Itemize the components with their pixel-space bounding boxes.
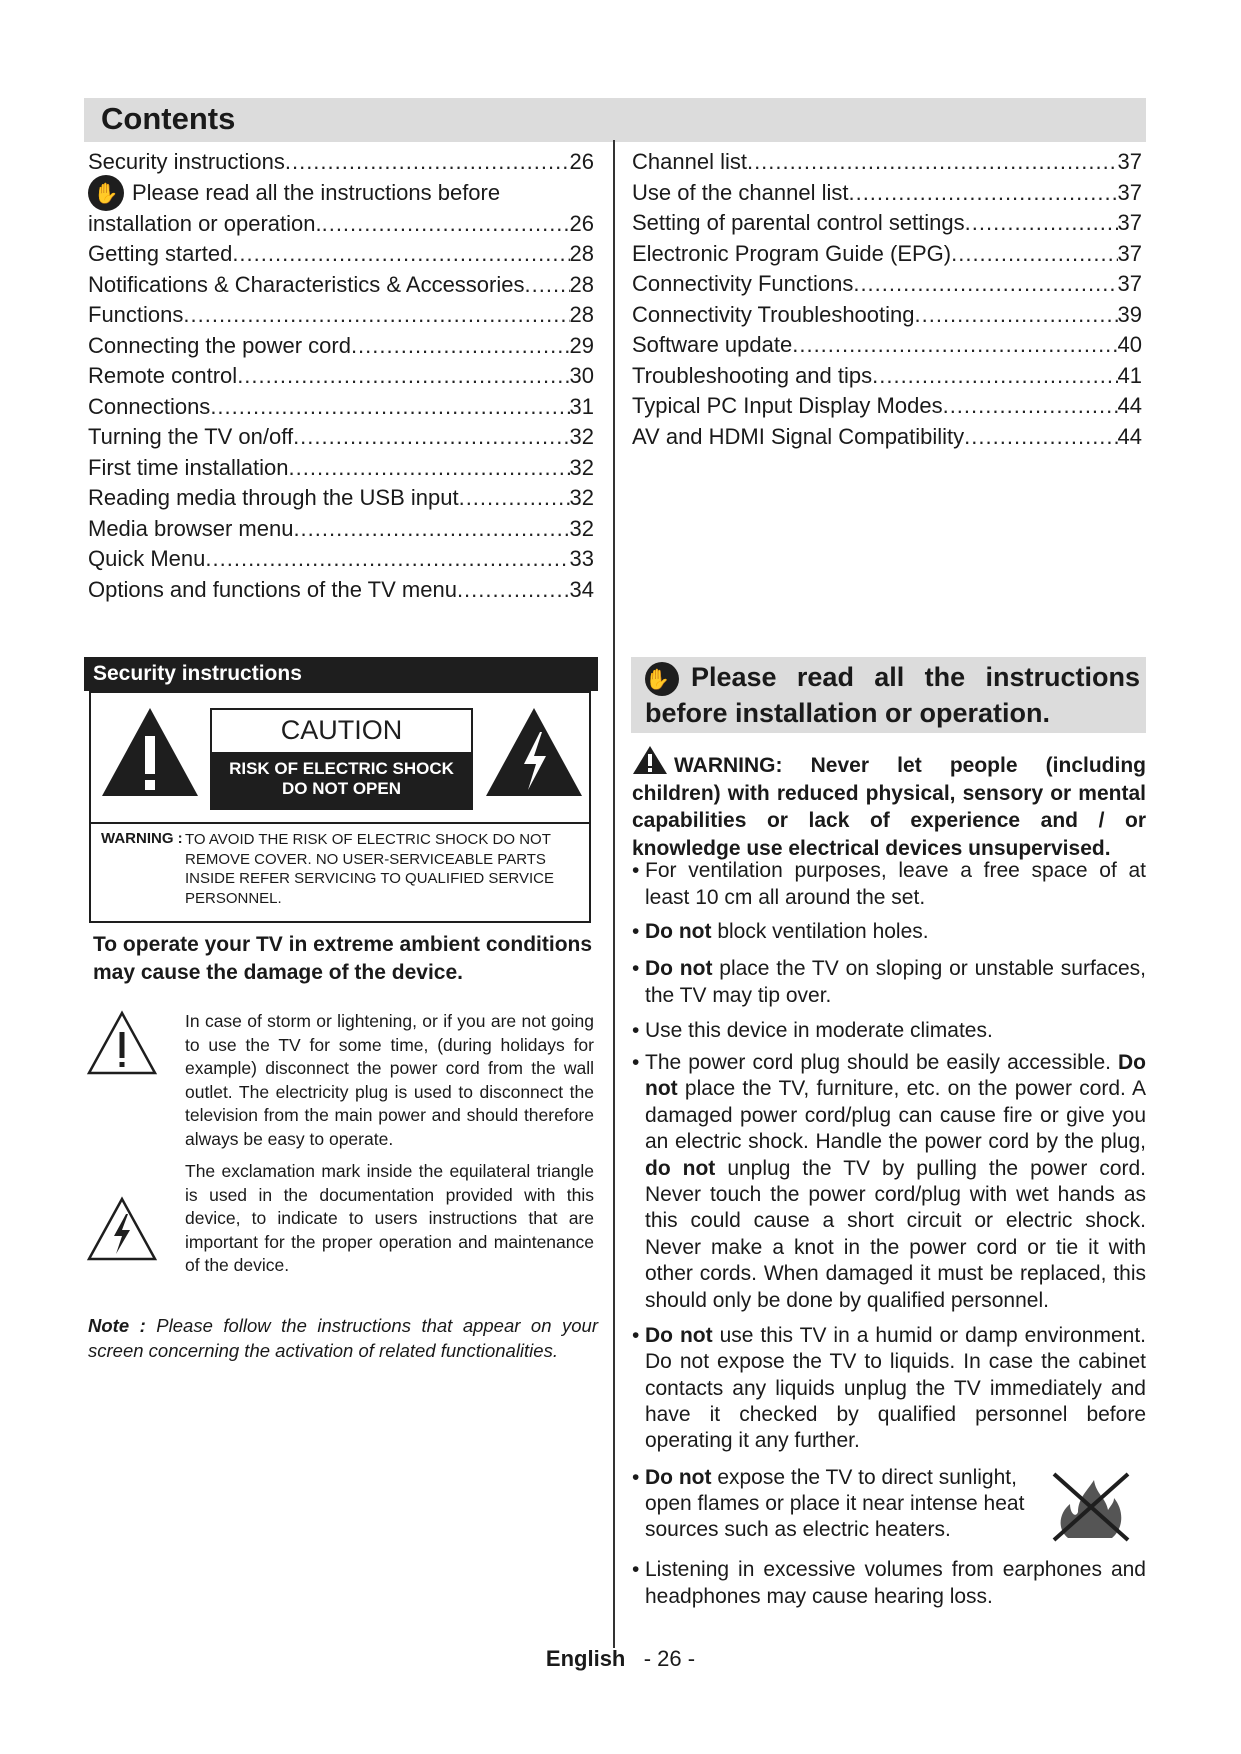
page-footer bbox=[0, 1646, 1241, 1672]
page-number: - 26 - bbox=[643, 1646, 696, 1671]
toc-entry[interactable]: Connectivity Functions ..... 37 bbox=[632, 269, 1142, 300]
exclamation-outline-icon bbox=[86, 1010, 158, 1076]
toc-entry[interactable]: Software update ..... 40 bbox=[632, 330, 1142, 361]
bullet-humid-environment: • Do not use this TV in a humid or damp environment. Do not expose the TV to liquids. In case the cabinet contacts any liquids unplug the TV immediately and have it checked by qualified personnel before operating it any further. bbox=[632, 1324, 1147, 1453]
bullet-power-cord: • The power cord plug should be easily accessible. Do not place the TV, furniture, etc. on the power cord. A damaged power cord/plug can cause fire or give you an electric shock. Handle the power cord by the plug, do not unplug the TV by pulling the power cord. Never touch the power cord/plug with wet hands as this could cause a short circuit or electric shock. Never make a knot in the power cord or tie it with other cords. When damaged it must be replaced, this should only be done by qualified personnel. bbox=[632, 1051, 1146, 1312]
toc-entry[interactable]: Channel list ..... 37 bbox=[632, 147, 1142, 178]
caution-label: CAUTION bbox=[280, 715, 403, 745]
stop-hand-icon: ✋ bbox=[88, 175, 124, 211]
storm-paragraph: In case of storm or lightening, or if you are not going to use the TV for some time, (during holidays for example) disconnect the power cord from the wall outlet. The electricity plug is used to disconnect the television from the main power and should therefore always be easy to operate. bbox=[185, 1011, 594, 1149]
bullet-sloping-surfaces: • Do not place the TV on sloping or unstable surfaces, the TV may tip over. bbox=[632, 957, 1147, 1007]
toc-entry[interactable]: installation or operation. ..... 26 bbox=[88, 209, 594, 240]
toc-entry[interactable]: First time installation ..... 32 bbox=[88, 453, 594, 484]
bullet-moderate-climates: • Use this device in moderate climates. bbox=[632, 1019, 993, 1042]
caution-risk-text: RISK OF ELECTRIC SHOCK DO NOT OPEN bbox=[229, 759, 454, 798]
warning-text: TO AVOID THE RISK OF ELECTRIC SHOCK DO NOT REMOVE COVER. NO USER-SERVICEABLE PARTS INSIDE REFER SERVICING TO QUALIFIED SERVICE PERSONNEL. bbox=[185, 831, 554, 907]
toc-entry[interactable]: Security instructions ..... 26 bbox=[88, 147, 594, 178]
contents-header-bar bbox=[84, 98, 1146, 142]
electric-shock-icon bbox=[484, 706, 584, 798]
toc-entry[interactable]: Setting of parental control settings ..... 37 bbox=[632, 208, 1142, 239]
no-fire-icon bbox=[1048, 1468, 1134, 1544]
column-divider bbox=[613, 140, 615, 1648]
exclamation-warning-icon bbox=[100, 706, 200, 798]
toc-entry[interactable]: Troubleshooting and tips ..... 41 bbox=[632, 361, 1142, 392]
stop-hand-icon: ✋ bbox=[645, 662, 679, 696]
bullet-hearing-loss: • Listening in excessive volumes from earphones and headphones may cause hearing loss. bbox=[632, 1558, 1146, 1608]
unsupervised-warning: WARNING: Never let people (including children) with reduced physical, sensory or mental capabilities or lack of experience and / or knowledge use electrical devices unsupervised. bbox=[632, 745, 1146, 862]
toc-right-column bbox=[632, 147, 1142, 452]
toc-entry[interactable]: Functions ..... 28 bbox=[88, 300, 594, 331]
toc-entry[interactable]: Connections ..... 31 bbox=[88, 392, 594, 423]
bullet-ventilation-space: • For ventilation purposes, leave a free space of at least 10 cm all around the set. bbox=[632, 859, 1146, 909]
toc-entry[interactable]: Options and functions of the TV menu ..... 34 bbox=[88, 575, 594, 606]
security-title: Security instructions bbox=[93, 662, 302, 685]
toc-entry[interactable]: Reading media through the USB input ..... 32 bbox=[88, 483, 594, 514]
toc-entry[interactable]: Media browser menu ..... 32 bbox=[88, 514, 594, 545]
caution-divider bbox=[89, 822, 591, 824]
bullet-sunlight: • Do not expose the TV to direct sunlight, open flames or place it near intense heat sources such as electric heaters. bbox=[632, 1466, 1025, 1541]
lightning-outline-icon bbox=[86, 1196, 158, 1262]
toc-left-column bbox=[88, 147, 594, 605]
read-instructions-title: ✋ Please read all the instructions before installation or operation. bbox=[645, 662, 1140, 728]
toc-entry[interactable]: Electronic Program Guide (EPG) ..... 37 bbox=[632, 239, 1142, 270]
exclamation-paragraph: The exclamation mark inside the equilateral triangle is used in the documentation provided with this device, to indicate to users instructions that are important for the proper operation and maintenance of the device. bbox=[185, 1161, 594, 1275]
toc-entry[interactable]: Connecting the power cord ..... 29 bbox=[88, 331, 594, 362]
toc-entry[interactable]: Typical PC Input Display Modes ..... 44 bbox=[632, 391, 1142, 422]
toc-entry[interactable]: ✋ Please read all the instructions before bbox=[88, 178, 594, 209]
bullet-ventilation-holes: • Do not block ventilation holes. bbox=[632, 920, 929, 943]
toc-entry[interactable]: Remote control ..... 30 bbox=[88, 361, 594, 392]
warning-triangle-icon bbox=[632, 745, 668, 775]
warning-label: WARNING : bbox=[101, 830, 183, 847]
toc-entry[interactable]: Turning the TV on/off ..... 32 bbox=[88, 422, 594, 453]
toc-entry[interactable]: Getting started ..... 28 bbox=[88, 239, 594, 270]
toc-entry[interactable]: Notifications & Characteristics & Accessories ..... 28 bbox=[88, 270, 594, 301]
extreme-conditions-heading: To operate your TV in extreme ambient conditions may cause the damage of the device. bbox=[93, 933, 593, 984]
toc-entry[interactable]: Connectivity Troubleshooting ..... 39 bbox=[632, 300, 1142, 331]
toc-entry[interactable]: AV and HDMI Signal Compatibility ..... 44 bbox=[632, 422, 1142, 453]
note-paragraph: Note : Please follow the instructions that appear on your screen concerning the activation of related functionalities. bbox=[88, 1315, 598, 1361]
contents-title: Contents bbox=[101, 101, 236, 136]
toc-entry[interactable]: Quick Menu ..... 33 bbox=[88, 544, 594, 575]
footer-language: English bbox=[545, 1646, 626, 1671]
toc-entry[interactable]: Use of the channel list ..... 37 bbox=[632, 178, 1142, 209]
